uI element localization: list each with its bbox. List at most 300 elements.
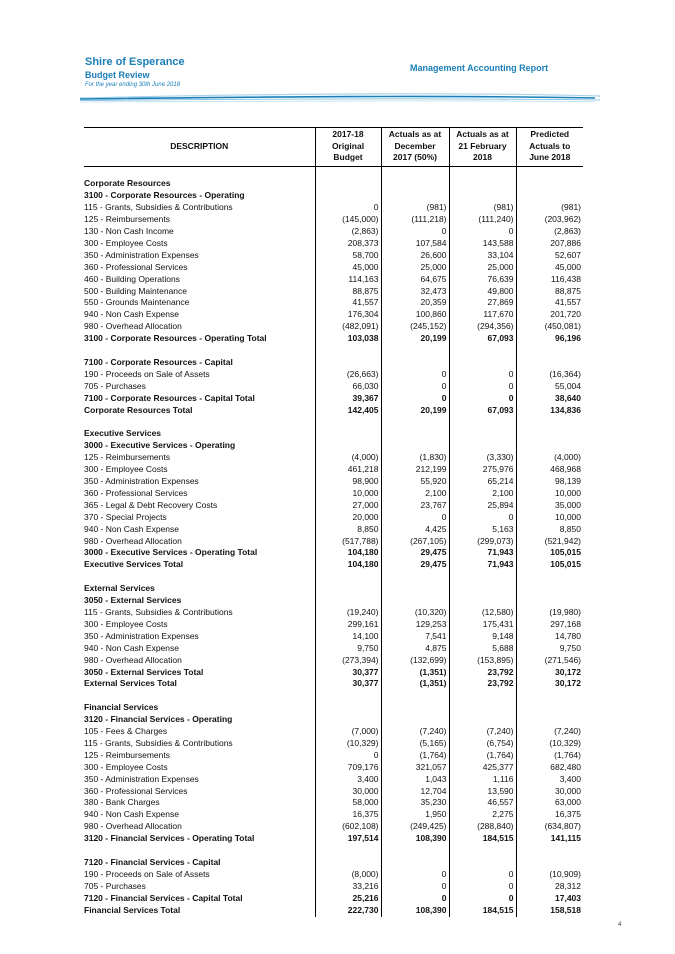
row-description: 940 - Non Cash Expense: [84, 809, 179, 820]
actuals-december-value: [381, 190, 449, 202]
budget-table: [84, 127, 583, 917]
actuals-december-value: 4,425: [381, 524, 449, 536]
actuals-december-value: (132,699): [381, 655, 449, 667]
actuals-december-value: 25,000: [381, 262, 449, 274]
row-spacer-cell: [84, 571, 315, 583]
actuals-december-value: 35,230: [381, 797, 449, 809]
actuals-february-value: 425,377: [449, 762, 516, 774]
table-row: [84, 750, 583, 762]
actuals-december-value: 0: [381, 893, 449, 905]
row-spacer-cell: [381, 166, 449, 178]
original-budget-value: 3,400: [315, 774, 381, 786]
actuals-december-value: 23,767: [381, 500, 449, 512]
row-spacer-cell: [449, 345, 516, 357]
row-description: 300 - Employee Costs: [84, 237, 168, 248]
actuals-december-value: [381, 714, 449, 726]
table-row: [84, 488, 583, 500]
original-budget-value: [315, 440, 381, 452]
actuals-february-value: (981): [449, 202, 516, 214]
predicted-value: 207,886: [516, 238, 583, 250]
predicted-value: 30,000: [516, 786, 583, 798]
row-spacer-cell: [315, 345, 381, 357]
row-description: 940 - Non Cash Expense: [84, 642, 179, 653]
actuals-february-value: 0: [449, 369, 516, 381]
row-description: 350 - Administration Expenses: [84, 773, 199, 784]
actuals-february-value: (6,754): [449, 738, 516, 750]
actuals-february-value: 0: [449, 393, 516, 405]
actuals-february-value: [449, 702, 516, 714]
row-spacer-cell: [84, 690, 315, 702]
row-description: 460 - Building Operations: [84, 273, 180, 284]
row-description: 370 - Special Projects: [84, 511, 167, 522]
predicted-value: 28,312: [516, 881, 583, 893]
predicted-value: 45,000: [516, 262, 583, 274]
actuals-february-value: [449, 357, 516, 369]
original-budget-value: 58,700: [315, 250, 381, 262]
actuals-december-value: [381, 583, 449, 595]
original-budget-value: 461,218: [315, 464, 381, 476]
row-description: 360 - Professional Services: [84, 785, 188, 796]
actuals-december-value: (249,425): [381, 821, 449, 833]
predicted-value: (10,909): [516, 869, 583, 881]
original-budget-value: 88,875: [315, 286, 381, 298]
actuals-december-value: 1,950: [381, 809, 449, 821]
actuals-february-value: (299,073): [449, 536, 516, 548]
spacer-row: [84, 417, 583, 429]
actuals-december-value: 0: [381, 226, 449, 238]
original-budget-value: 27,000: [315, 500, 381, 512]
original-budget-value: 41,557: [315, 297, 381, 309]
original-budget-value: [315, 595, 381, 607]
actuals-december-value: 108,390: [381, 833, 449, 845]
predicted-value: (521,942): [516, 536, 583, 548]
actuals-december-value: (245,152): [381, 321, 449, 333]
original-budget-value: 66,030: [315, 381, 381, 393]
original-budget-value: 222,730: [315, 905, 381, 917]
table-row: [84, 214, 583, 226]
actuals-february-value: (1,764): [449, 750, 516, 762]
predicted-value: (10,329): [516, 738, 583, 750]
actuals-december-value: (267,105): [381, 536, 449, 548]
row-description: 550 - Grounds Maintenance: [84, 297, 190, 308]
row-spacer-cell: [381, 417, 449, 429]
original-budget-value: [315, 583, 381, 595]
predicted-value: 30,172: [516, 667, 583, 679]
row-description: 350 - Administration Expenses: [84, 249, 199, 260]
row-description: External Services Total: [84, 678, 177, 689]
original-budget-value: 176,304: [315, 309, 381, 321]
predicted-value: [516, 857, 583, 869]
row-description: 360 - Professional Services: [84, 261, 188, 272]
table-body: [84, 166, 583, 917]
predicted-value: (981): [516, 202, 583, 214]
section-heading-row: [84, 857, 583, 869]
predicted-value: 134,836: [516, 405, 583, 417]
row-description: 3120 - Financial Services - Operating: [84, 714, 233, 725]
original-budget-value: [315, 857, 381, 869]
actuals-february-value: 1,116: [449, 774, 516, 786]
table-row: [84, 500, 583, 512]
row-spacer-cell: [381, 571, 449, 583]
actuals-december-value: 4,875: [381, 643, 449, 655]
actuals-february-value: 0: [449, 381, 516, 393]
actuals-february-value: [449, 583, 516, 595]
section-heading-row: [84, 178, 583, 190]
actuals-february-value: 71,943: [449, 547, 516, 559]
row-description: 115 - Grants, Subsidies & Contributions: [84, 737, 233, 748]
total-row: [84, 559, 583, 571]
predicted-value: 30,172: [516, 678, 583, 690]
predicted-value: (7,240): [516, 726, 583, 738]
row-description: 125 - Reimbursements: [84, 749, 170, 760]
row-description: 300 - Employee Costs: [84, 618, 168, 629]
predicted-value: 201,720: [516, 309, 583, 321]
table-row: [84, 226, 583, 238]
table-row: [84, 869, 583, 881]
original-budget-value: 10,000: [315, 488, 381, 500]
original-budget-value: 14,100: [315, 631, 381, 643]
table-row: [84, 297, 583, 309]
actuals-december-value: 7,541: [381, 631, 449, 643]
actuals-december-value: (1,764): [381, 750, 449, 762]
actuals-february-value: 27,869: [449, 297, 516, 309]
total-row: [84, 905, 583, 917]
col-header-predicted: Predicted Actuals to June 2018: [516, 128, 583, 167]
row-spacer-cell: [381, 345, 449, 357]
actuals-december-value: [381, 440, 449, 452]
row-description: 105 - Fees & Charges: [84, 726, 168, 737]
predicted-value: (1,764): [516, 750, 583, 762]
original-budget-value: 30,377: [315, 678, 381, 690]
row-description: 190 - Proceeds on Sale of Assets: [84, 368, 210, 379]
table-row: [84, 321, 583, 333]
actuals-december-value: [381, 178, 449, 190]
row-description: Financial Services: [84, 702, 159, 713]
predicted-value: 16,375: [516, 809, 583, 821]
predicted-value: 41,557: [516, 297, 583, 309]
original-budget-value: 142,405: [315, 405, 381, 417]
row-description: 3050 - External Services: [84, 595, 182, 606]
actuals-february-value: 0: [449, 869, 516, 881]
actuals-december-value: [381, 428, 449, 440]
predicted-value: (16,364): [516, 369, 583, 381]
actuals-february-value: 0: [449, 893, 516, 905]
predicted-value: (19,980): [516, 607, 583, 619]
section-heading-row: [84, 440, 583, 452]
actuals-december-value: 0: [381, 393, 449, 405]
predicted-value: 55,004: [516, 381, 583, 393]
original-budget-value: [315, 714, 381, 726]
actuals-february-value: 5,163: [449, 524, 516, 536]
row-spacer-cell: [449, 845, 516, 857]
actuals-february-value: [449, 714, 516, 726]
actuals-february-value: 25,000: [449, 262, 516, 274]
section-heading-row: [84, 702, 583, 714]
row-description: Corporate Resources: [84, 178, 171, 189]
col-header-actuals-february: Actuals as at 21 February 2018: [449, 128, 516, 167]
table-row: [84, 381, 583, 393]
table-row: [84, 464, 583, 476]
predicted-value: 35,000: [516, 500, 583, 512]
actuals-december-value: 64,675: [381, 274, 449, 286]
row-description: 3120 - Financial Services - Operating Total: [84, 833, 255, 844]
row-description: 705 - Purchases: [84, 880, 146, 891]
report-type: Management Accounting Report: [410, 63, 549, 73]
row-spacer-cell: [315, 690, 381, 702]
original-budget-value: 58,000: [315, 797, 381, 809]
row-description: 115 - Grants, Subsidies & Contributions: [84, 606, 233, 617]
row-description: 125 - Reimbursements: [84, 214, 170, 225]
row-description: 380 - Bank Charges: [84, 797, 160, 808]
table-row: [84, 881, 583, 893]
original-budget-value: (19,240): [315, 607, 381, 619]
row-spacer-cell: [84, 345, 315, 357]
original-budget-value: 30,000: [315, 786, 381, 798]
report-period: For the year ending 30th June 2018: [85, 82, 181, 88]
actuals-december-value: 0: [381, 869, 449, 881]
original-budget-value: (273,394): [315, 655, 381, 667]
predicted-value: 468,968: [516, 464, 583, 476]
actuals-february-value: 5,688: [449, 643, 516, 655]
original-budget-value: [315, 178, 381, 190]
total-row: [84, 547, 583, 559]
col-header-actuals-december: Actuals as at December 2017 (50%): [381, 128, 449, 167]
row-spacer-cell: [315, 845, 381, 857]
predicted-value: 17,403: [516, 893, 583, 905]
section-heading-row: [84, 190, 583, 202]
predicted-value: [516, 583, 583, 595]
actuals-february-value: (294,356): [449, 321, 516, 333]
actuals-february-value: 9,148: [449, 631, 516, 643]
original-budget-value: (145,000): [315, 214, 381, 226]
original-budget-value: (482,091): [315, 321, 381, 333]
predicted-value: [516, 357, 583, 369]
table-row: [84, 607, 583, 619]
actuals-february-value: 184,515: [449, 833, 516, 845]
row-description: 125 - Reimbursements: [84, 452, 170, 463]
actuals-december-value: 26,600: [381, 250, 449, 262]
section-heading-row: [84, 583, 583, 595]
actuals-december-value: [381, 857, 449, 869]
actuals-december-value: 0: [381, 381, 449, 393]
original-budget-value: [315, 190, 381, 202]
row-spacer-cell: [84, 166, 315, 178]
actuals-december-value: 12,704: [381, 786, 449, 798]
actuals-december-value: (981): [381, 202, 449, 214]
total-row: [84, 667, 583, 679]
original-budget-value: 0: [315, 202, 381, 214]
table-row: [84, 619, 583, 631]
predicted-value: 63,000: [516, 797, 583, 809]
predicted-value: 96,196: [516, 333, 583, 345]
total-row: [84, 405, 583, 417]
actuals-december-value: (1,830): [381, 452, 449, 464]
predicted-value: 158,518: [516, 905, 583, 917]
predicted-value: [516, 702, 583, 714]
predicted-value: 105,015: [516, 547, 583, 559]
actuals-february-value: 49,800: [449, 286, 516, 298]
actuals-february-value: 46,557: [449, 797, 516, 809]
actuals-february-value: 67,093: [449, 333, 516, 345]
row-description: 3050 - External Services Total: [84, 666, 204, 677]
actuals-february-value: 2,275: [449, 809, 516, 821]
row-spacer-cell: [381, 690, 449, 702]
row-description: 3000 - Executive Services - Operating Total: [84, 547, 258, 558]
original-budget-value: 114,163: [315, 274, 381, 286]
table-row: [84, 655, 583, 667]
original-budget-value: 33,216: [315, 881, 381, 893]
original-budget-value: [315, 428, 381, 440]
original-budget-value: 8,850: [315, 524, 381, 536]
row-description: 705 - Purchases: [84, 380, 146, 391]
table-row: [84, 797, 583, 809]
predicted-value: 3,400: [516, 774, 583, 786]
table-row: [84, 238, 583, 250]
col-header-original-budget: 2017-18 Original Budget: [315, 128, 381, 167]
table-row: [84, 274, 583, 286]
actuals-december-value: 0: [381, 369, 449, 381]
predicted-value: 10,000: [516, 488, 583, 500]
actuals-december-value: (10,320): [381, 607, 449, 619]
actuals-february-value: 23,792: [449, 678, 516, 690]
table-row: [84, 202, 583, 214]
actuals-december-value: 100,860: [381, 309, 449, 321]
predicted-value: 297,168: [516, 619, 583, 631]
row-description: 365 - Legal & Debt Recovery Costs: [84, 499, 218, 510]
row-spacer-cell: [516, 690, 583, 702]
row-description: 500 - Building Maintenance: [84, 285, 188, 296]
row-spacer-cell: [516, 345, 583, 357]
header-swoosh: [0, 86, 675, 110]
actuals-december-value: 129,253: [381, 619, 449, 631]
row-description: 3100 - Corporate Resources - Operating: [84, 190, 245, 201]
actuals-february-value: 65,214: [449, 476, 516, 488]
table-row: [84, 250, 583, 262]
row-description: Executive Services: [84, 428, 162, 439]
actuals-february-value: (153,895): [449, 655, 516, 667]
report-title: Shire of Esperance: [85, 56, 185, 68]
original-budget-value: (602,108): [315, 821, 381, 833]
row-description: 130 - Non Cash Income: [84, 226, 174, 237]
actuals-february-value: (288,840): [449, 821, 516, 833]
actuals-december-value: 20,199: [381, 333, 449, 345]
predicted-value: [516, 595, 583, 607]
original-budget-value: 98,900: [315, 476, 381, 488]
original-budget-value: 25,216: [315, 893, 381, 905]
actuals-february-value: 71,943: [449, 559, 516, 571]
table-row: [84, 809, 583, 821]
actuals-february-value: [449, 178, 516, 190]
table-row: [84, 643, 583, 655]
predicted-value: 105,015: [516, 559, 583, 571]
actuals-february-value: (7,240): [449, 726, 516, 738]
row-spacer-cell: [516, 845, 583, 857]
actuals-december-value: 55,920: [381, 476, 449, 488]
actuals-february-value: 184,515: [449, 905, 516, 917]
original-budget-value: (2,863): [315, 226, 381, 238]
actuals-february-value: 175,431: [449, 619, 516, 631]
predicted-value: (450,081): [516, 321, 583, 333]
actuals-december-value: (5,165): [381, 738, 449, 750]
row-description: 190 - Proceeds on Sale of Assets: [84, 868, 210, 879]
actuals-february-value: 2,100: [449, 488, 516, 500]
report-subtitle: Budget Review: [85, 70, 150, 80]
row-description: 3000 - Executive Services - Operating: [84, 440, 236, 451]
original-budget-value: (7,000): [315, 726, 381, 738]
section-heading-row: [84, 595, 583, 607]
table-row: [84, 786, 583, 798]
section-heading-row: [84, 357, 583, 369]
table-row: [84, 726, 583, 738]
row-description: 940 - Non Cash Expense: [84, 523, 179, 534]
actuals-february-value: 0: [449, 512, 516, 524]
actuals-december-value: 108,390: [381, 905, 449, 917]
original-budget-value: 208,373: [315, 238, 381, 250]
row-description: Executive Services Total: [84, 559, 184, 570]
total-row: [84, 393, 583, 405]
row-description: 350 - Administration Expenses: [84, 476, 199, 487]
predicted-value: [516, 178, 583, 190]
original-budget-value: 0: [315, 750, 381, 762]
row-description: 360 - Professional Services: [84, 487, 188, 498]
predicted-value: 141,115: [516, 833, 583, 845]
predicted-value: [516, 428, 583, 440]
actuals-february-value: 13,590: [449, 786, 516, 798]
table-row: [84, 476, 583, 488]
predicted-value: 8,850: [516, 524, 583, 536]
table-row: [84, 738, 583, 750]
row-description: 940 - Non Cash Expense: [84, 309, 179, 320]
row-spacer-cell: [315, 571, 381, 583]
table-row: [84, 536, 583, 548]
spacer-row: [84, 571, 583, 583]
table-header-row: [84, 128, 583, 167]
table-row: [84, 452, 583, 464]
row-description: Corporate Resources Total: [84, 404, 193, 415]
actuals-february-value: 117,670: [449, 309, 516, 321]
predicted-value: 88,875: [516, 286, 583, 298]
row-spacer-cell: [516, 166, 583, 178]
predicted-value: (4,000): [516, 452, 583, 464]
actuals-december-value: 107,584: [381, 238, 449, 250]
predicted-value: 9,750: [516, 643, 583, 655]
actuals-february-value: 25,894: [449, 500, 516, 512]
total-row: [84, 333, 583, 345]
actuals-december-value: (1,351): [381, 667, 449, 679]
section-heading-row: [84, 714, 583, 726]
actuals-february-value: (3,330): [449, 452, 516, 464]
row-spacer-cell: [449, 571, 516, 583]
original-budget-value: 709,176: [315, 762, 381, 774]
table-row: [84, 821, 583, 833]
actuals-december-value: 2,100: [381, 488, 449, 500]
row-spacer-cell: [449, 166, 516, 178]
predicted-value: (203,962): [516, 214, 583, 226]
actuals-december-value: 1,043: [381, 774, 449, 786]
original-budget-value: 299,161: [315, 619, 381, 631]
actuals-february-value: 33,104: [449, 250, 516, 262]
actuals-february-value: [449, 428, 516, 440]
total-row: [84, 893, 583, 905]
predicted-value: [516, 714, 583, 726]
table-row: [84, 512, 583, 524]
predicted-value: 116,438: [516, 274, 583, 286]
table-row: [84, 262, 583, 274]
row-spacer-cell: [516, 417, 583, 429]
actuals-december-value: 212,199: [381, 464, 449, 476]
actuals-december-value: [381, 357, 449, 369]
original-budget-value: 30,377: [315, 667, 381, 679]
